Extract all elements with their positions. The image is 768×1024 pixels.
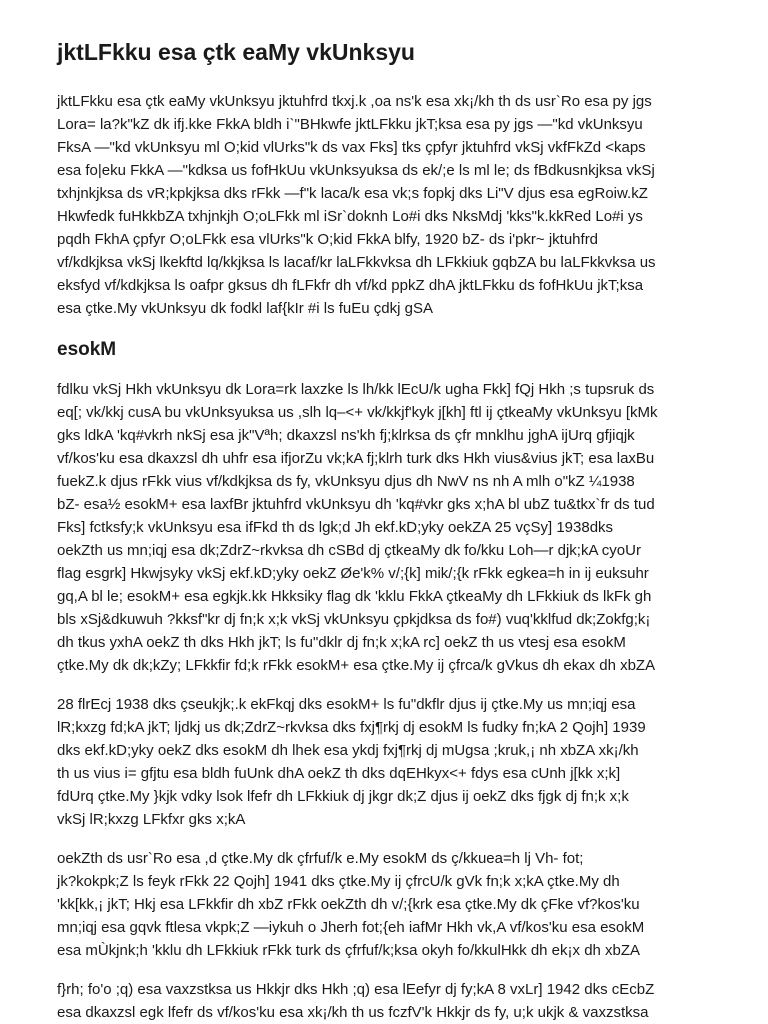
text-line: vf/kdkjksa vkSj lkekftd lq/kkjksa ls lacaf/kr laLFkkvksa dh LFkkiuk gqbZA bu laLFkkvksa us <box>57 254 656 271</box>
body-paragraph-3 <box>57 847 728 962</box>
text-line: dks ekf.kD;yky oekZ dks esokM dh lhek esa ykdj fxj¶rkj dj mUgsa ;kruk,¡ nh xbZA xk¡/kh <box>57 742 639 759</box>
intro-paragraph <box>57 90 728 320</box>
text-line: 'kk[kk,¡ jkT; Hkj esa LFkkfir dh xbZ rFkk oekZth dh v/;{krk esa çtke.My dk çFke vf?kos'ku <box>57 896 640 913</box>
body-paragraph-1 <box>57 378 728 677</box>
text-line: txhjnkjksa ds vR;kpkjksa dks rFkk —f"k laca/k esa vk;s fopkj dks Li"V djus esa egRoiw.kZ <box>57 185 648 202</box>
text-line: jktLFkku esa çtk eaMy vkUnksyu jktuhfrd tkxj.k ,oa ns'k esa xk¡/kh th ds usr`Ro esa py jgs <box>57 93 652 110</box>
text-line: th us vius i= gfjtu esa bldh fuUnk dhA oekZ th dks dqEHkyx<+ fdys esa cUnh j[kk x;k] <box>57 765 621 782</box>
text-line: fdlku vkSj Hkh vkUnksyu dk Lora=rk laxzke ls lh/kk lEcU/k ugha Fkk] fQj Hkh ;s tupsruk ds <box>57 381 655 398</box>
text-line: jk?kokpk;Z ls feyk rFkk 22 Qojh] 1941 dks çtke.My ij çfrcU/k gVk fn;k x;kA çtke.My dh <box>57 873 620 890</box>
text-line: Hkwfedk fuHkkbZA txhjnkjh O;oLFkk ml iSr`doknh Lo#i dks NksMdj 'kks"k.kkRed Lo#i ys <box>57 208 643 225</box>
text-line: 28 flrEcj 1938 dks çseukjk;.k ekFkqj dks esokM+ ls fu"dkflr djus ij çtke.My us mn;iqj esa <box>57 696 636 713</box>
text-line: vf/kos'ku esa dkaxzsl dh uhfr esa ifjorZu vk;kA fj;klrh turk dks Hkh vius&vius jkT; esa laxBu <box>57 450 655 467</box>
text-line: f}rh; fo'o ;q) esa vaxzstksa us Hkkjr dks Hkh ;q) esa lEefyr dj fy;kA 8 vxLr] 1942 dks cEcbZ <box>57 981 655 998</box>
text-line: Fks] fctksfy;k vkUnksyu esa ifFkd th ds lgk;d Jh ekf.kD;yky oekZA 25 vçSy] 1938dks <box>57 519 614 536</box>
text-line: fdUrq çtke.My }kjk vdky lsok lfefr dh LFkkiuk dj jkgr dk;Z djus ij oekZ dks fjgk dj fn;k x;k <box>57 788 629 805</box>
text-line: bls xSj&dkuwuh ?kksf"kr dj fn;k x;k vkSj vkUnksyu çpkjdksa ds fo#) vuq'kklfud dk;Zokfg;k¡ <box>57 611 651 628</box>
text-line: flag esgrk] Hkwjsyky vkSj ekf.kD;yky oekZ Øe'k% v/;{k] mik/;{k rFkk egkea=h in ij euksuhr <box>57 565 649 582</box>
section-heading: esokM <box>57 339 117 360</box>
text-line: vkSj lR;kxzg LFkfxr gks x;kA <box>57 811 246 828</box>
text-line: dh tkus yxhA oekZ th dks Hkh jkT; ls fu"dklr dj fn;k x;kA rc] oekZ th us vtesj esa esokM <box>57 634 626 651</box>
text-line: çtke.My dk dk;kZy; LFkkfir fd;k rFkk esokM+ esa çtke.My ij çfrca/k gVkus dh ekax dh xbZA <box>57 657 656 674</box>
document-title: jktLFkku esa çtk eaMy vkUnksyu <box>57 39 415 65</box>
text-line: esa mÙkjnk;h 'kklu dh LFkkiuk rFkk turk ds çfrfuf/k;ksa okyh fo/kkulHkk dh ek¡x dh xbZA <box>57 942 641 959</box>
text-line: mn;iqj esa gqvk ftlesa vkpk;Z —iykuh o Jherh fot;{eh iafMr Hkh vk,A vf/kos'ku esa esokM <box>57 919 645 936</box>
text-line: pqdh FkhA çpfyr O;oLFkk esa vlUrks"k O;kid FkkA blfy, 1920 bZ- ds i'pkr~ jktuhfrd <box>57 231 599 248</box>
body-paragraph-4 <box>57 978 728 1024</box>
text-line: oekZth us mn;iqj esa dk;ZdrZ~rkvksa dh cSBd dj çtkeaMy dk fo/kku Loh—r djk;kA cyoUr <box>57 542 641 559</box>
text-line: lR;kxzg fd;kA jkT; ljdkj us dk;ZdrZ~rkvksa dks fxj¶rkj dj esokM ls fudky fn;kA 2 Qojh] 1939 <box>57 719 646 736</box>
text-line: esa dkaxzsl egk lfefr ds vf/kos'ku esa xk¡/kh th us fczfV'k Hkkjr ds fy, u;k ukjk & vaxzstksa <box>57 1004 649 1021</box>
text-line: fuekZ.k djus rFkk vius vf/kdkjksa ds fy, vkUnksyu djus dh NwV ns nh A mlh o"kZ ¼1938 <box>57 473 635 490</box>
text-line: eksfyd vf/kdkjksa ls oafpr gksus dh fLFkfr dh vf/kd ppkZ dhA jktLFkku ds fofHkUu jkT;ksa <box>57 277 644 294</box>
text-line: gks ldkA 'kq#vkrh nkSj esa jk"Vªh; dkaxzsl ns'kh fj;klrksa ds çfr mnklhu jghA ijUrq gfjiqjk <box>57 427 635 444</box>
text-line: esa fo|eku FkkA —"kdksa us fofHkUu vkUnksyuksa ds ek/;e ls ml le; ds fBdkusnkjksa vkSj <box>57 162 655 179</box>
body-paragraph-2 <box>57 693 728 831</box>
text-line: eq[; vk/kkj cusA bu vkUnksyuksa us ,slh lq–<+ vk/kkjf'kyk j[kh] ftl ij çtkeaMy vkUnksyu [kMk <box>57 404 658 421</box>
text-line: gq,A bl le; esokM+ esa egkjk.kk Hkksiky flag dk 'kklu FkkA çtkeaMy dh LFkkiuk ds lkFk gh <box>57 588 652 605</box>
text-line: Lora= la?k"kZ dk ifj.kke FkkA bldh i`"BHkwfe jktLFkku jkT;ksa esa py jgs —"kd vkUnksyu <box>57 116 643 133</box>
text-line: FksA —"kd vkUnksyu ml O;kid vlUrks"k ds vax Fks] tks çpfyr jktuhfrd vkSj vkfFkZd <kaps <box>57 139 646 156</box>
text-line: bZ- esa½ esokM+ esa laxfBr jktuhfrd vkUnksyu dh 'kq#vkr gks x;hA bl ubZ tu&tkx`fr ds tud <box>57 496 655 513</box>
text-line: oekZth ds usr`Ro esa ,d çtke.My dk çfrfuf/k e.My esokM ds ç/kkuea=h lj Vh- fot; <box>57 850 584 867</box>
text-line: esa çtke.My vkUnksyu dk fodkl laf{kIr #i ls fuEu çdkj gSA <box>57 300 433 317</box>
